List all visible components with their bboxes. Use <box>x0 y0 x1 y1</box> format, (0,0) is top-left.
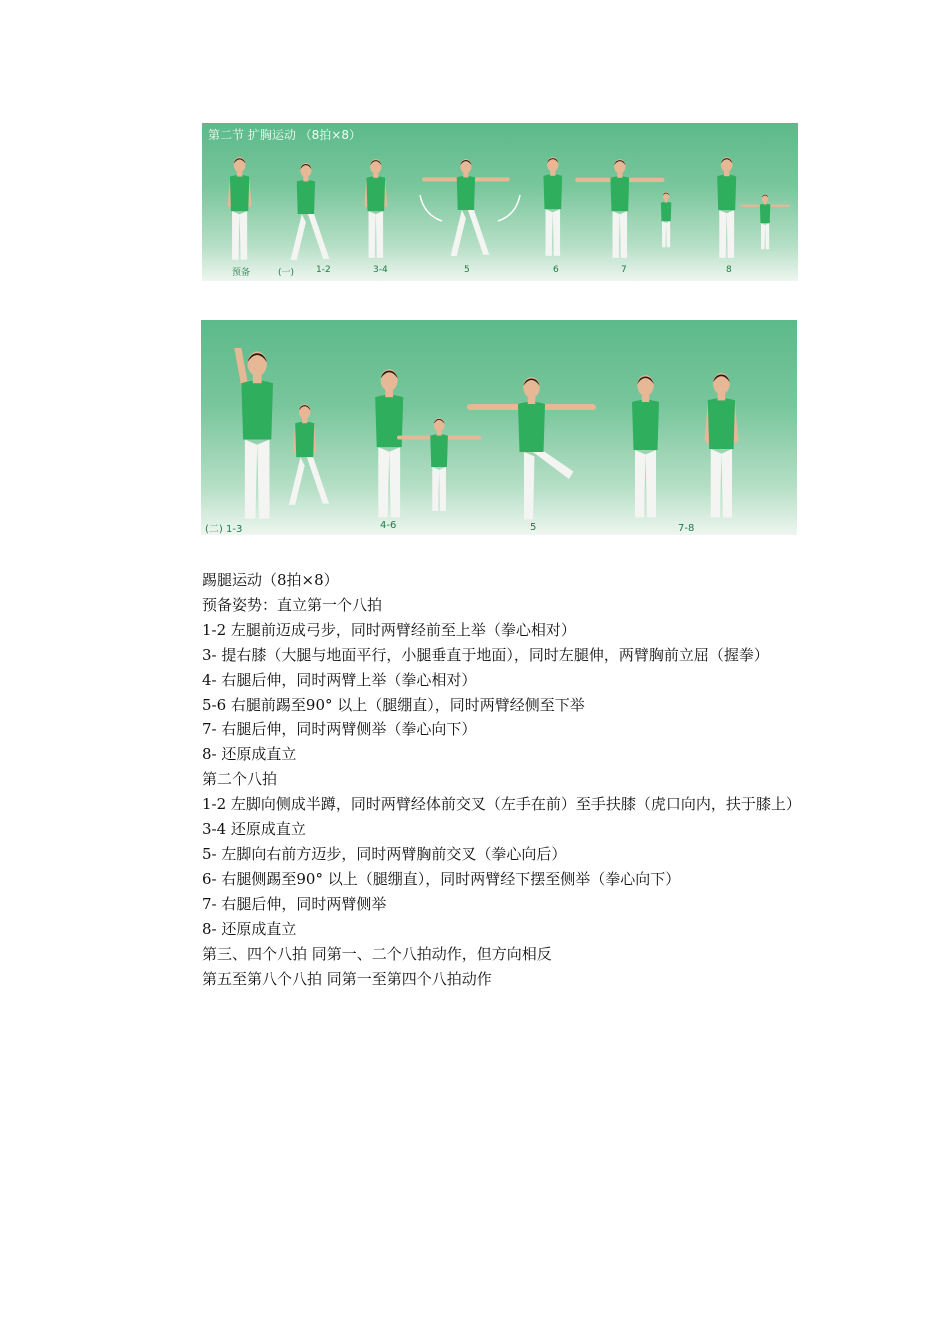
instruction-line: 5-6 右腿前踢至90° 以上（腿绷直），同时两臂经侧至下举 <box>202 695 585 714</box>
instruction-line: 3-4 还原成直立 <box>202 820 306 839</box>
beat-label: 预备 <box>232 268 251 278</box>
exercise-figure <box>653 370 790 522</box>
instruction-line: 第二个八拍 <box>202 770 278 789</box>
instruction-line: 7- 右腿后伸，同时两臂侧举 <box>202 894 387 913</box>
instruction-line: 7- 右腿后伸，同时两臂侧举（拳心向下） <box>202 720 477 739</box>
instruction-line: 第五至第八个八拍 同第一至第四个八拍动作 <box>202 969 492 988</box>
beat-label: 7-8 <box>678 523 695 534</box>
section-heading: 踢腿运动（8拍×8） <box>202 571 339 589</box>
beat-label: 3-4 <box>373 265 388 275</box>
beat-label: (二) 1-3 <box>205 524 243 535</box>
beat-label: 8 <box>726 265 732 275</box>
exercise-photo-panel-2 <box>201 320 797 535</box>
instruction-line: 6- 右腿侧踢至90° 以上（腿绷直），同时两臂经下摆至侧举（拳心向下） <box>202 869 681 888</box>
instruction-line: 1-2 左腿前迈成弓步，同时两臂经前至上举（拳心相对） <box>202 620 576 639</box>
instruction-line: 8- 还原成直立 <box>202 745 297 764</box>
instruction-line: 第三、四个八拍 同第一、二个八拍动作，但方向相反 <box>202 944 552 963</box>
beat-label: 1-2 <box>316 265 331 275</box>
instruction-line: 预备姿势：直立第一个八拍 <box>202 595 383 614</box>
beat-label: 5 <box>530 522 537 533</box>
exercise-photo-panel-1 <box>202 123 798 281</box>
motion-arrow-icon <box>202 123 798 281</box>
beat-label: 7 <box>621 265 627 275</box>
panel-title: 第二节 扩胸运动 （8拍×8） <box>208 128 361 142</box>
instructions-text <box>202 568 812 991</box>
beat-label: 5 <box>464 265 470 275</box>
instruction-line: 1-2 左脚向侧成半蹲，同时两臂经体前交叉（左手在前）至手扶膝（虎口向内，扶于膝上） <box>202 795 801 814</box>
instruction-line: 4- 右腿后伸，同时两臂上举（拳心相对） <box>202 670 477 689</box>
beat-label: 6 <box>553 265 559 275</box>
beat-label: 4-6 <box>380 520 397 531</box>
beat-label: (一) <box>278 268 295 278</box>
instruction-line: 8- 还原成直立 <box>202 919 297 938</box>
instruction-line: 5- 左脚向右前方迈步，同时两臂胸前交叉（拳心向后） <box>202 844 567 863</box>
instruction-line: 3- 提右膝（大腿与地面平行，小腿垂直于地面），同时左腿伸，两臂胸前立屈（握拳） <box>202 645 769 664</box>
